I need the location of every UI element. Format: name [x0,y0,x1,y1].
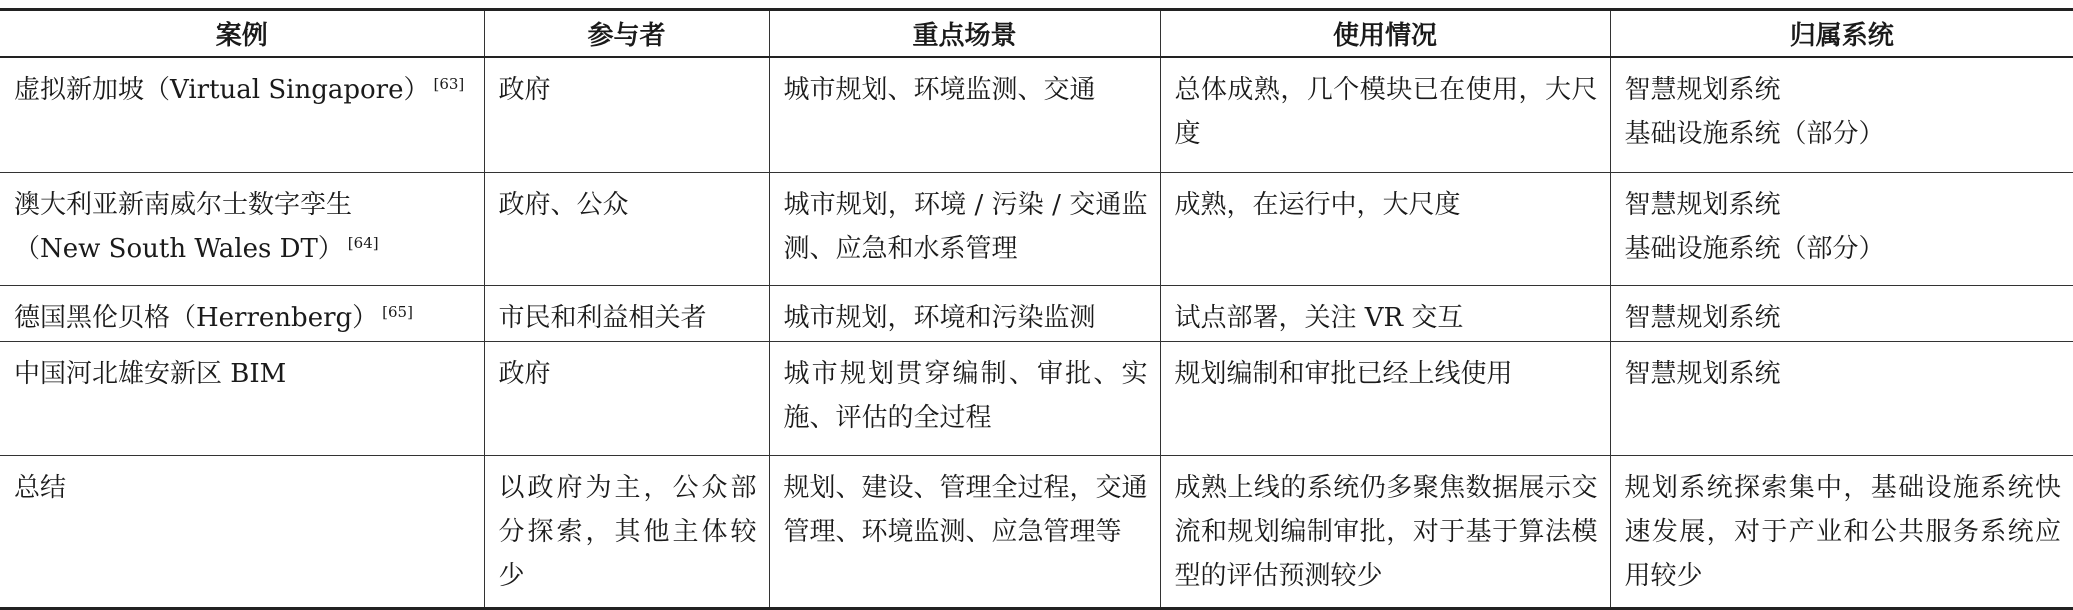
header-row [0,10,2073,58]
table-row [0,57,2073,172]
case-name: 虚拟新加坡（Virtual Singapore） [14,75,429,105]
cell-participants: 政府、公众 [484,172,769,285]
cell-scenarios: 规划、建设、管理全过程，交通管理、环境监测、应急管理等 [769,455,1160,608]
cell-case [0,172,484,285]
citation-ref: [64] [348,234,379,252]
header-usage: 使用情况 [1160,10,1610,58]
table-row-summary [0,455,2073,608]
cell-case: 中国河北雄安新区 BIM [0,341,484,455]
case-name-en: （New South Wales DT） [14,234,344,264]
cell-scenarios: 城市规划、环境监测、交通 [769,57,1160,172]
comparison-table-container [0,8,2073,610]
header-scenarios: 重点场景 [769,10,1160,58]
system-line: 智慧规划系统 [1625,68,2073,112]
case-name-line: 澳大利亚新南威尔士数字孪生 [14,183,484,227]
cell-usage: 成熟，在运行中，大尺度 [1160,172,1610,285]
cell-usage: 总体成熟，几个模块已在使用，大尺度 [1160,57,1610,172]
header-system: 归属系统 [1610,10,2073,58]
cell-case [0,285,484,341]
table-header [0,10,2073,58]
cell-scenarios: 城市规划，环境 / 污染 / 交通监测、应急和水系管理 [769,172,1160,285]
cell-case [0,57,484,172]
cell-usage: 成熟上线的系统仍多聚焦数据展示交流和规划编制审批，对于基于算法模型的评估预测较少 [1160,455,1610,608]
cell-usage: 试点部署，关注 VR 交互 [1160,285,1610,341]
cell-system: 智慧规划系统 [1610,285,2073,341]
cell-scenarios: 城市规划，环境和污染监测 [769,285,1160,341]
table-row [0,172,2073,285]
cell-system [1610,57,2073,172]
citation-ref: [63] [433,75,464,93]
digital-twin-case-table [0,8,2073,610]
case-name-line-2 [14,227,484,271]
cell-participants: 以政府为主，公众部分探索，其他主体较少 [484,455,769,608]
table-row [0,285,2073,341]
case-name: 德国黑伦贝格（Herrenberg） [14,303,378,333]
table-body [0,57,2073,608]
header-case: 案例 [0,10,484,58]
cell-system [1610,172,2073,285]
cell-system: 智慧规划系统 [1610,341,2073,455]
header-participants: 参与者 [484,10,769,58]
cell-scenarios: 城市规划贯穿编制、审批、实施、评估的全过程 [769,341,1160,455]
table-row [0,341,2073,455]
cell-case: 总结 [0,455,484,608]
system-line: 智慧规划系统 [1625,183,2073,227]
cell-usage: 规划编制和审批已经上线使用 [1160,341,1610,455]
cell-participants: 市民和利益相关者 [484,285,769,341]
cell-system: 规划系统探索集中，基础设施系统快速发展，对于产业和公共服务系统应用较少 [1610,455,2073,608]
cell-participants: 政府 [484,57,769,172]
system-line: 基础设施系统（部分） [1625,112,2073,156]
citation-ref: [65] [382,303,413,321]
system-line: 基础设施系统（部分） [1625,227,2073,271]
cell-participants: 政府 [484,341,769,455]
